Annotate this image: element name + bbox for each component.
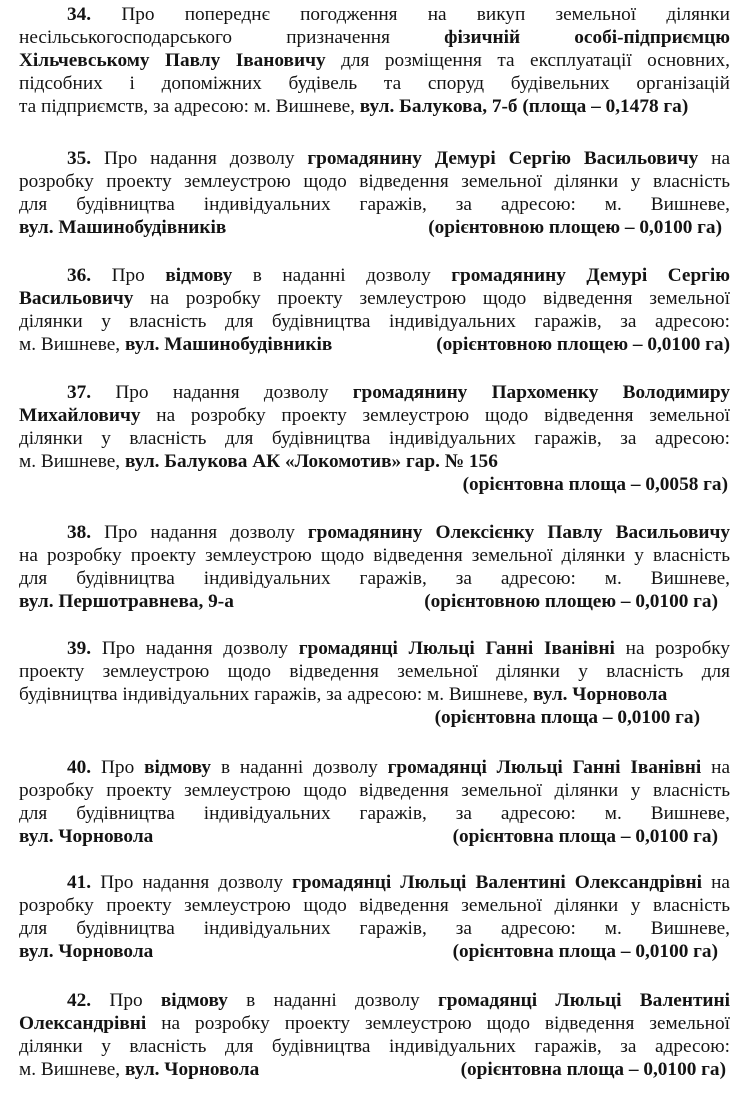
address-street: вул. Машинобудівників bbox=[19, 216, 227, 238]
item-line: та підприємств, за адресою: м. Вишневе, вул. Балукова, 7-б (площа – 0,1478 га) bbox=[19, 95, 689, 117]
item-line: м. Вишневе, вул. Машинобудівників (орієнтовною площею – 0,0100 га) bbox=[19, 333, 730, 355]
item-line: 37. Про надання дозволу громадянину Пархоменку Володимиру bbox=[67, 382, 730, 403]
item-line: 36. Про відмову в наданні дозволу громадянину Демурі Сергію bbox=[67, 265, 730, 286]
land-area: (орієнтовна площа – 0,0100 га) bbox=[452, 940, 718, 962]
address-street: вул. Чорновола bbox=[124, 1058, 260, 1080]
item-line: проекту землеустрою щодо відведення земельної ділянки у власність для bbox=[19, 660, 730, 682]
land-area: (орієнтовна площа – 0,0058 га) bbox=[462, 473, 728, 495]
address-street: вул. Першотравнева, 9-а bbox=[19, 590, 234, 612]
item-line: м. Вишневе, вул. Чорновола (орієнтовна площа – 0,0100 га) bbox=[19, 1058, 726, 1080]
item-line: Хільчевському Павлу Івановичу для розміщення та експлуатації основних, bbox=[19, 49, 730, 71]
address-street: вул. Балукова АК «Локомотив» гар. № 156 bbox=[124, 450, 498, 472]
decision-item-36 bbox=[19, 265, 730, 357]
item-line: для будівництва індивідуальних гаражів, за адресою: м. Вишневе, bbox=[19, 567, 730, 589]
land-area: (орієнтовна площа – 0,0100 га) bbox=[460, 1058, 726, 1080]
address-street: вул. Чорновола bbox=[19, 825, 154, 847]
item-number: 39. bbox=[67, 638, 92, 659]
item-line bbox=[19, 941, 730, 964]
land-area: (орієнтовною площею – 0,0100 га) bbox=[436, 333, 730, 355]
address-street: вул. Чорновола bbox=[19, 940, 154, 962]
item-number: 42. bbox=[67, 990, 92, 1011]
item-line: 38. Про надання дозволу громадянину Олексієнку Павлу Васильовичу bbox=[67, 522, 730, 543]
item-line: будівництва індивідуальних гаражів, за адресою: м. Вишневе, вул. Чорновола bbox=[19, 683, 668, 705]
item-line: для будівництва індивідуальних гаражів, за адресою: м. Вишневе, bbox=[19, 802, 730, 824]
decision-item-34 bbox=[19, 4, 730, 118]
item-line bbox=[19, 591, 730, 614]
item-line: Олександрівні на розробку проекту землеустрою щодо відведення земельної bbox=[19, 1012, 730, 1034]
land-area: (орієнтовна площа – 0,0100 га) bbox=[434, 706, 700, 728]
item-line: несільськогосподарського призначення фізичній особі-підприємцю bbox=[19, 26, 730, 48]
item-line: підсобних і допоміжних будівель та споруд будівельних організацій bbox=[19, 72, 730, 94]
item-line: розробку проекту землеустрою щодо відведення земельної ділянки у власність bbox=[19, 894, 730, 916]
decision-item-41 bbox=[19, 872, 730, 964]
item-line: 34. Про попереднє погодження на викуп земельної ділянки bbox=[67, 4, 730, 25]
item-number: 34. bbox=[67, 4, 92, 25]
item-line: Васильовичу на розробку проекту землеустрою щодо відведення земельної bbox=[19, 287, 730, 309]
land-area: (орієнтовною площею – 0,0100 га) bbox=[424, 590, 718, 612]
decision-item-37 bbox=[19, 382, 730, 496]
land-area: (орієнтовна площа – 0,0100 га) bbox=[452, 825, 718, 847]
address-street: вул. Чорновола bbox=[532, 683, 668, 705]
decision-item-39 bbox=[19, 638, 730, 730]
item-line: на розробку проекту землеустрою щодо відведення земельної ділянки у власність bbox=[19, 544, 730, 566]
address-street: вул. Машинобудівників bbox=[124, 333, 333, 355]
item-line: ділянки у власність для будівництва індивідуальних гаражів, за адресою: bbox=[19, 1035, 730, 1057]
item-line bbox=[19, 826, 730, 849]
decision-item-40 bbox=[19, 757, 730, 849]
land-area: (орієнтовною площею – 0,0100 га) bbox=[428, 216, 722, 238]
decision-item-42 bbox=[19, 990, 730, 1082]
item-line: м. Вишневе, вул. Балукова АК «Локомотив» гар. № 156 bbox=[19, 450, 498, 472]
item-line: 35. Про надання дозволу громадянину Демурі Сергію Васильовичу на bbox=[67, 148, 730, 169]
item-number: 38. bbox=[67, 522, 92, 543]
decision-item-35 bbox=[19, 148, 730, 240]
item-line: для будівництва індивідуальних гаражів, за адресою: м. Вишневе, bbox=[19, 917, 730, 939]
decision-item-38 bbox=[19, 522, 730, 614]
item-line: ділянки у власність для будівництва індивідуальних гаражів, за адресою: bbox=[19, 427, 730, 449]
item-line bbox=[19, 474, 730, 497]
item-line: 42. Про відмову в наданні дозволу громадянці Люльці Валентині bbox=[67, 990, 730, 1011]
item-line: розробку проекту землеустрою щодо відведення земельної ділянки у власність bbox=[19, 779, 730, 801]
item-line bbox=[19, 217, 730, 240]
address-street: вул. Балукова, 7-б (площа – 0,1478 га) bbox=[359, 95, 689, 117]
item-line: розробку проекту землеустрою щодо відведення земельної ділянки у власність bbox=[19, 170, 730, 192]
item-line bbox=[19, 707, 730, 730]
item-number: 40. bbox=[67, 757, 92, 778]
item-line: 40. Про відмову в наданні дозволу громадянці Люльці Ганні Іванівні на bbox=[67, 757, 730, 778]
item-line: 41. Про надання дозволу громадянці Люльці Валентині Олександрівні на bbox=[67, 872, 730, 893]
item-line: для будівництва індивідуальних гаражів, за адресою: м. Вишневе, bbox=[19, 193, 730, 215]
item-line: ділянки у власність для будівництва індивідуальних гаражів, за адресою: bbox=[19, 310, 730, 332]
item-number: 37. bbox=[67, 382, 92, 403]
item-number: 36. bbox=[67, 265, 92, 286]
item-number: 41. bbox=[67, 872, 92, 893]
item-number: 35. bbox=[67, 148, 92, 169]
item-line: 39. Про надання дозволу громадянці Люльці Ганні Іванівні на розробку bbox=[67, 638, 730, 659]
item-line: Михайловичу на розробку проекту землеустрою щодо відведення земельної bbox=[19, 404, 730, 426]
